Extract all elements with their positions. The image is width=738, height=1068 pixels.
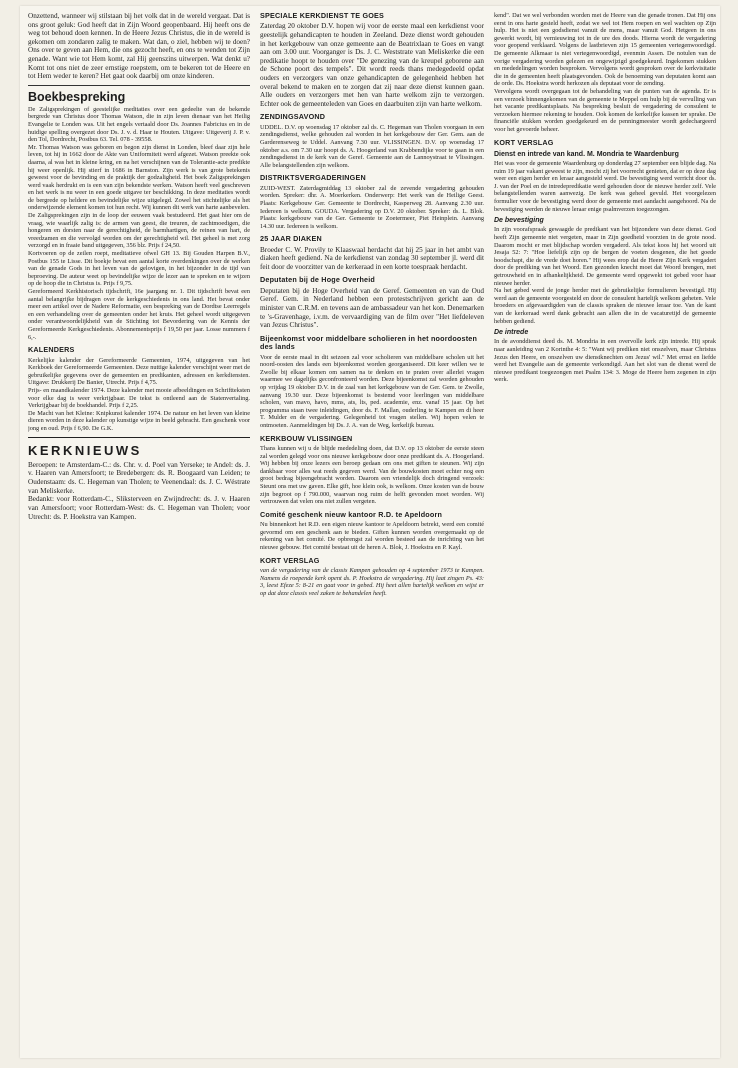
intrede-subheading: Dienst en intrede van kand. M. Mondria te Waardenburg <box>494 150 679 158</box>
distriktsvergaderingen-heading: DISTRIKTSVERGADERINGEN <box>260 173 366 183</box>
verslag-continued-1: kend". Dat we wel verbonden worden met de Heere van die genade tronen. Dat Hij ons eerst in ons harte gesteld heeft, zodat we wel tot Hem roepen en wel wachten op Zijn hulp. Het is niet een godsdienst vanuit de mens, maar vanuit God. Hetgeen in ons gewerkt wordt, bij vernieuwing tot in de ure des doods. Hierna wordt de vergadering voor geopend verklaard. Volgens de lastbrieven zijn 15 gemeenten vertegenwoordigd. De gemeente Alkmaar is niet vertegenwoordigd, evenmin Assen. De notulen van de vorige vergadering worden gelezen en ongewijzigd goedgekeurd. Ingekomen stukken en mededelingen worden besproken. Vervolgens wordt gesproken over de kerkvisitatie die in de gemeenten heeft plaatsgevonden. Ook de benoeming van deputaten komt aan de orde. Ds. Hoekstra wordt herkozen als deputaat voor de zending. <box>494 12 716 88</box>
bevestiging-text-1: In zijn voorafspraak gewaagde de predikant van het bijzondere van deze dienst. God heeft Zijn gemeente niet vergeten, maar in Zijn goedheid voorzien in de grote nood. Daarom mocht er met blijdschap worden vergaderd. Als tekst koos hij het woord uit Jesaja 52: 7: "Hoe liefelijk zijn op de bergen de voeten desgenen, die het goede boodschapt, die de vrede doet horen." Hij wees erop dat de Heere Zijn Kerk vergadert door de prediking van het Woord. Een gezonden knecht moet dat Woord brengen, met getrouwheid en in afhankelijkheid. De gemeente werd opgewekt tot gebed voor haar nieuwe herder. <box>494 226 716 287</box>
intrede-text-1: Het was voor de gemeente Waardenburg op donderdag 27 september een blijde dag. Na ruim 19 jaar vakant geweest te zijn, mocht zij het voorrecht genieten, dat er op deze dag weer een eigen herder en leraar aangesteld werd. De bevestiging werd verricht door ds. J. van der Poel en de intredepredikatie werd gehouden door de nieuwe herder zelf. Vele belangstellenden waren aanwezig. De kerk was geheel gevuld. Het voorgelezen formulier voor de bevestiging werd door de gemeente met aandacht aangehoord. Na de bevestiging werden de nieuwe leraar enige psalmverzen toegezongen. <box>494 160 716 213</box>
kerknieuws-bedankt: Bedankt: voor Rotterdam-C., Sliksterveen en Zwijndrecht: ds. J. v. Haaren van Amersfoort; voor Rotterdam-West: ds. C. Hegeman van Tholen; voor Utrecht: ds. P. Hoekstra van Kampen. <box>28 495 250 521</box>
verslag-continued-2: Vervolgens wordt overgegaan tot de behandeling van de punten van de agenda. Er is een verzoek binnengekomen van de gemeente te Meppel om hulp bij de vervulling van het vacante predikantsplaats. Na bespreking besluit de vergadering de consulent te verzoeken hiermee rekening te houden. Ook komen de kerkelijke kassen ter sprake. De financiële stukken worden goedgekeurd en de penningmeester wordt gedechargeerd voor het gevoerde beheer. <box>494 87 716 133</box>
boek-paragraph-5: Gereformeerd Kerkhistorisch tijdschrift, 16e jaargang nr. 1. Dit tijdschrift bevat een aantal belangrijke bijdragen over de kerkgeschiedenis in ons land. Het bevat onder meer een artikel over de Nadere Reformatie, een bespreking van de Dordtse Leerregels en een verhandeling over de gemeenten onder het kruis. Het geheel wordt uitgegeven onder verantwoordelijkheid van de Stichting tot Bevordering van de Kennis der Gereformeerde Kerkgeschiedenis. Abonnementsprijs f 19,50 per jaar. Losse nummers f 6,-. <box>28 288 250 341</box>
kalender-paragraph-2: Prijs- en maandkalender 1974. Deze kalender met mooie afbeeldingen en Schriftteksten voor elke dag is weer verkrijgbaar. De tekst is ontleend aan de Statenvertaling. Verkrijgbaar bij de boekhandel. Prijs f 2,25. <box>28 386 250 410</box>
speciale-kerkdienst-text: Zaterdag 20 oktober D.V. hopen wij voor de eerste maal een kerkdienst voor geestelijk gehandicapten te houden in Zeeland. Deze dienst wordt gehouden in het kerkgebouw van onze gemeente aan de Beatrixlaan te Goes en vangt aan om 3.00 uur. Voorganger is Ds. J. C. Weststrate van Meliskerke die een predikatie hoopt te houden over "De genezing van de kreupel geborene aan de Schone poort des tempels". Dit wordt reeds thans medegedeeld opdat ouders en verzorgers van onze gehandicapten de gelegenheid hebben het overal bekend te maken en te zorgen dat zij naar deze dienst kunnen gaan. Alle ouders en verzorgers met hen van harte welkom zijn te verzorgen. Echter ook de gemeenteleden van Goes en daarbuiten zijn van harte welkom. <box>260 22 484 108</box>
kerknieuws-beroepen: Beroepen: te Amsterdam-C.: ds. Chr. v. d. Poel van Yerseke; te Andel: ds. J. v. Haaren van Amersfoort; te Bredebergen: ds. R. Boogaard van Leiden; te Oudenstaam: ds. C. Hegeman van Tholen; te Veenendaal: ds. J. C. Wéstrate van Meliskerke. <box>28 460 250 495</box>
boek-paragraph-3: De Zaligsprekingen zijn in de loop der eeuwen vaak bestudeerd. Het gaat hier om de vraag, wie waarlijk zalig is: de armen van geest, die treuren, de zachtmoedigen, die hongeren en dorsten naar de gerechtigheid, de barmhartigen, de reinen van hart, de vreedzamen en die vervolgd worden om der gerechtigheid wil. Het geheel is met zorg verzorgd en in fraaie band uitgegeven, 356 blz. Prijs f 24,50. <box>28 212 250 250</box>
distriktsvergaderingen-text: ZUID-WEST. Zaterdagmiddag 13 oktober zal de zevende vergadering gehouden worden. Spreker: dhr. A. Moerkerken. Onderwerp: Het werk van de Heilige Geest. Plaats: Kerkgebouw Ger. Gemeente te Dordrecht, Kasperweg 28. Aanvang 2.30 uur. Iedereen is welkom. GOUDA. Vergadering op D.V. 20 oktober. Spreker: ds. L. Blok. Plaats: kerkgebouw van de Ger. Gemeente te Zoetermeer, Piet Heinplein. Aanvang 14.30 uur. Iedereen is welkom. <box>260 184 484 230</box>
kalenders-heading: KALENDERS <box>28 345 75 355</box>
section-divider <box>28 85 250 86</box>
comite-heading: Comité geschenk nieuw kantoor R.D. te Apeldoorn <box>260 509 443 519</box>
kort-verslag-text-1: van de vergadering van de classis Kampen gehouden op 4 september 1973 te Kampen. Namens de roepende kerk opent ds. P. Hoekstra de vergadering. Hij laat zingen Ps. 43: 3, leest Efeze 5: 8-21 en gaat voor in gebed. Hij heet allen hartelijk welkom en wijst er op dat deze classis veel zaken te behandelen heeft. <box>260 566 484 597</box>
kerknieuws-box <box>28 437 250 522</box>
bevestiging-text-2: Na het gebed werd de jonge herder met de gebruikelijke formulieren bevestigd. Hij werd aan de gemeente voorgesteld en door de consulent hartelijk welkom geheten. Vele broeders en afgevaardigden van de classis spraken de nieuwe leraar toe. Van de kant van de kerkeraad werd dank gebracht aan allen die in de vacaturetijd de gemeente hebben gediend. <box>494 287 716 325</box>
zendingsavond-text: UDDEL. D.V. op woensdag 17 oktober zal ds. C. Hegeman van Tholen voorgaan in een zendingsdienst, welke gehouden zal worden in het kerkgebouw der Ger. Gem. aan de Garderenseweg te Uddel. Aanvang 7.30 uur. VLISSINGEN. D.V. op woensdag 17 oktober a.s. om 7.30 uur hoopt ds. A. Hoogerland van Krabbendijke voor te gaan in een zendingsdienst in de kerk van de Geref. Gemeente aan de Lannoystraat te Vlissingen. Alle belangstellenden zijn welkom. <box>260 123 484 169</box>
zendingsavond-heading: ZENDINGSAVOND <box>260 112 326 122</box>
deputaten-text: Deputaten bij de Hoge Overheid van de Geref. Gemeenten en van de Oud Geref. Gem. in Nederland hebben een protestschrijven gericht aan de minister van C.R.M. en tevens aan de ambassadeur van het kon. Denemarken te 's-Gravenhage, i.v.m. de vervaardiging van de film over "Het liefdeleven van Jezus Christus". <box>260 286 484 330</box>
kerkbouw-heading: KERKBOUW VLISSINGEN <box>260 433 353 443</box>
boekbespreking-heading: Boekbespreking <box>28 89 126 104</box>
kalender-paragraph-3: De Macht van het Kleine: Knipkunst kalender 1974. De natuur en het leven van kleine dieren worden in deze kalender op kunstige wijze in beeld gebracht. Een geschenk voor jong en oud. Prijs f 6,90. De G.K. <box>28 409 250 432</box>
intrede-text-2: In de avonddienst deed ds. M. Mondria in een overvolle kerk zijn intrede. Hij sprak naar aanleiding van 2 Korinthe 4: 5: "Want wij prediken niet onszelven, maar Christus Jezus den Heere, en onszelven uw dienstknechten om Jezus' wil." Met ernst en liefde werd het Evangelie aan de gemeente verkondigd. Aan het slot van de dienst werd de nieuwe predikant toegezongen met Psalm 134: 3. Moge de Heere hem zegenen in zijn werk. <box>494 338 716 384</box>
boek-paragraph-4: Kortvoeren op de zeilen roept, meditatieve ofwel GH 13. Bij Gouden Harpen B.V., Postbus 155 te Lisse. Dit boekje bevat een aantal korte overdenkingen over de werken van de genade Gods in het leven van de gelovigen, in het bijzonder in de tijd van beproeving. De auteur weet op bevindelijke wijze de lezer aan te spreken en te wijzen op de hoop die in Christus is. Prijs f 9,75. <box>28 250 250 288</box>
boek-paragraph-2: Mr. Thomas Watson was geboren en begon zijn dienst in Londen, bleef daar zijn hele leven, tot hij in 1662 door de Akte van Uniformiteit werd afgezet. Watson preekte ook daarna, al was het in kleine kring, en na het verschijnen van de Tolerantie-acte predikte hij weer openlijk. Hij stierf in 1686 in Barnston. Zijn werk is van grote betekenis geweest voor de bevinding en de praktijk der godzaligheid. Het boek Zaligsprekingen werd vaak herdrukt en is een van zijn bekendste werken. Watson heeft veel geschreven en het werk is nu weer in een goede uitgave ter beschikking. In deze meditaties wordt de bergrede op heldere en bevindelijke wijze uitgelegd. Zowel het stichtelijke als het onderwijzende element komen tot hun recht. Wij kunnen dit werk van harte aanbevelen. <box>28 143 250 212</box>
intrede-subheading-2: De intrede <box>494 329 529 337</box>
diaken-text: Broeder C. W. Provily te Klaaswaal herdacht dat hij 25 jaar in het ambt van diaken heeft gediend. Na de kerkdienst van zondag 30 september jl. werd dit feit door de voorzitter van de kerkeraad in een korte toespraak herdacht. <box>260 245 484 271</box>
comite-text: Nu binnenkort het R.D. een eigen nieuw kantoor te Apeldoorn betrekt, werd een comité gevormd om een geschenk aan te bieden. Giften kunnen worden overgemaakt op de rekening van het comité. De opbrengst zal worden besteed aan de inrichting van het nieuwe gebouw. Het comité bestaat uit de heren A. Blok, J. Hoekstra en P. Kayl. <box>260 521 484 551</box>
column-left <box>28 12 250 1052</box>
speciale-kerkdienst-heading: SPECIALE KERKDIENST TE GOES <box>260 12 385 20</box>
kerkbouw-text: Thans kunnen wij u de blijde mededeling doen, dat D.V. op 13 oktober de eerste steen zal worden gelegd voor ons nieuwe kerkgebouw door onze predikant ds. A. Hoogerland. Wij hebben bij onze lezers een beroep gedaan om ons met giften te steunen. Wij zijn dankbaar voor alles wat reeds gegeven werd. Van de bouwkosten moet echter nog een groot bedrag bijeengebracht worden. Daarom een vriendelijk doch dringend verzoek: Steunt ons met uw gaven. Elke gift, hoe klein ook, is welkom. Onze kosten van de bouw zijn begroot op f 790.000, waarvan nog ruim de helft gevonden moet worden. Wij vertrouwen dat velen ons niet zullen vergeten. <box>260 445 484 506</box>
diaken-heading: 25 JAAR DIAKEN <box>260 234 322 244</box>
bijeenkomst-text: Voor de eerste maal in dit seizoen zal voor scholieren van middelbare scholen uit het noord-oosten des lands een bijeenkomst worden georganiseerd. Dit keer willen we te Zwolle bij elkaar komen om samen na te denken en te praten over allerlei vragen waarmee we dagelijks geconfronteerd worden. Deze bijeenkomst zal worden gehouden op vrijdag 19 oktober D.V. in de zaal van het kerkgebouw van de Ger. Gem. te Zwolle, aanvang 19.30 uur. Deze bijeenkomst is bestemd voor leerlingen van middelbare scholen, van mavo, havo, mms, ats, lts, ped. academie, enz. vanaf 15 jaar. Op het programma staan twee inleidingen, door ds. F. Mallan, ouderling te Kampen en di heer T. Mulder en de vergadering. Gelegenheid tot vragen stellen. Wij hopen velen te ontmoeten. Aanmeldingen bij Ds. J. A. van de Weg, kerkelijk bureau. <box>260 353 484 429</box>
bevestiging-subheading: De bevestiging <box>494 217 544 225</box>
column-right <box>494 12 716 1052</box>
intro-paragraph: Onzettend, wanneer wij stilstaan bij het volk dat in de wereld vergaat. Dat is ons groot geluk: God heeft dat in Zijn Woord geopenbaard. Hij heeft ons de weg tot behoud doen kennen. In de Heere Jezus Christus, die in de wereld is gekomen om zondaren zalig te maken. Wat dan, o ziel, hebben wij te doen? Ons over te geven aan Hem, die ons gezocht heeft, en ons te wenden tot Zijn genade. Want wie tot Hem komt, zal Hij geenszins uitwerpen. Wat denkt u? Komt tot ons niet de zeer ernstige roepstem, om te bekeren tot de Heere en tot Hem weder te keren? Het gaat ook daarbij om onze kinderen. <box>28 12 250 81</box>
column-middle <box>260 12 484 1052</box>
bijeenkomst-heading: Bijeenkomst voor middelbare scholieren in het noordoosten des lands <box>260 333 478 352</box>
newspaper-page <box>20 6 720 1058</box>
deputaten-heading: Deputaten bij de Hoge Overheid <box>260 275 376 285</box>
kort-verslag-heading-1: KORT VERSLAG <box>260 555 320 565</box>
kalender-paragraph-1: Kerkelijke kalender der Gereformeerde Gemeenten, 1974, uitgegeven van het Kerkboek der Gereformeerde Gemeenten. Deze nuttige kalender verschijnt weer met de gebruikelijke gegevens over de gemeenten en predikanten, adressen en kerkdiensten. Uitgave: Drukkerij De Banier, Utrecht. Prijs f 4,75. <box>28 356 250 387</box>
kort-verslag-heading-2: KORT VERSLAG <box>494 137 554 147</box>
boek-paragraph-1: De Zaligsprekingen of geestelijke meditaties over een gedeelte van de bekende bergrede van Christus door Thomas Watson, die in zijn leven dienaar van het Heilig Evangelie te Londen was. Uit het engels vertaald door Ds. Joannes Fabricius en in de huidige spelling overgezet door Ds. J. v. d. Haar te Houten. Uitgave: Uitgeverij J. P. v. den Tol, Dordrecht, Postbus 63. Tel. 078 - 39558. <box>28 105 250 144</box>
kerknieuws-heading: KERKNIEUWS <box>28 442 142 458</box>
